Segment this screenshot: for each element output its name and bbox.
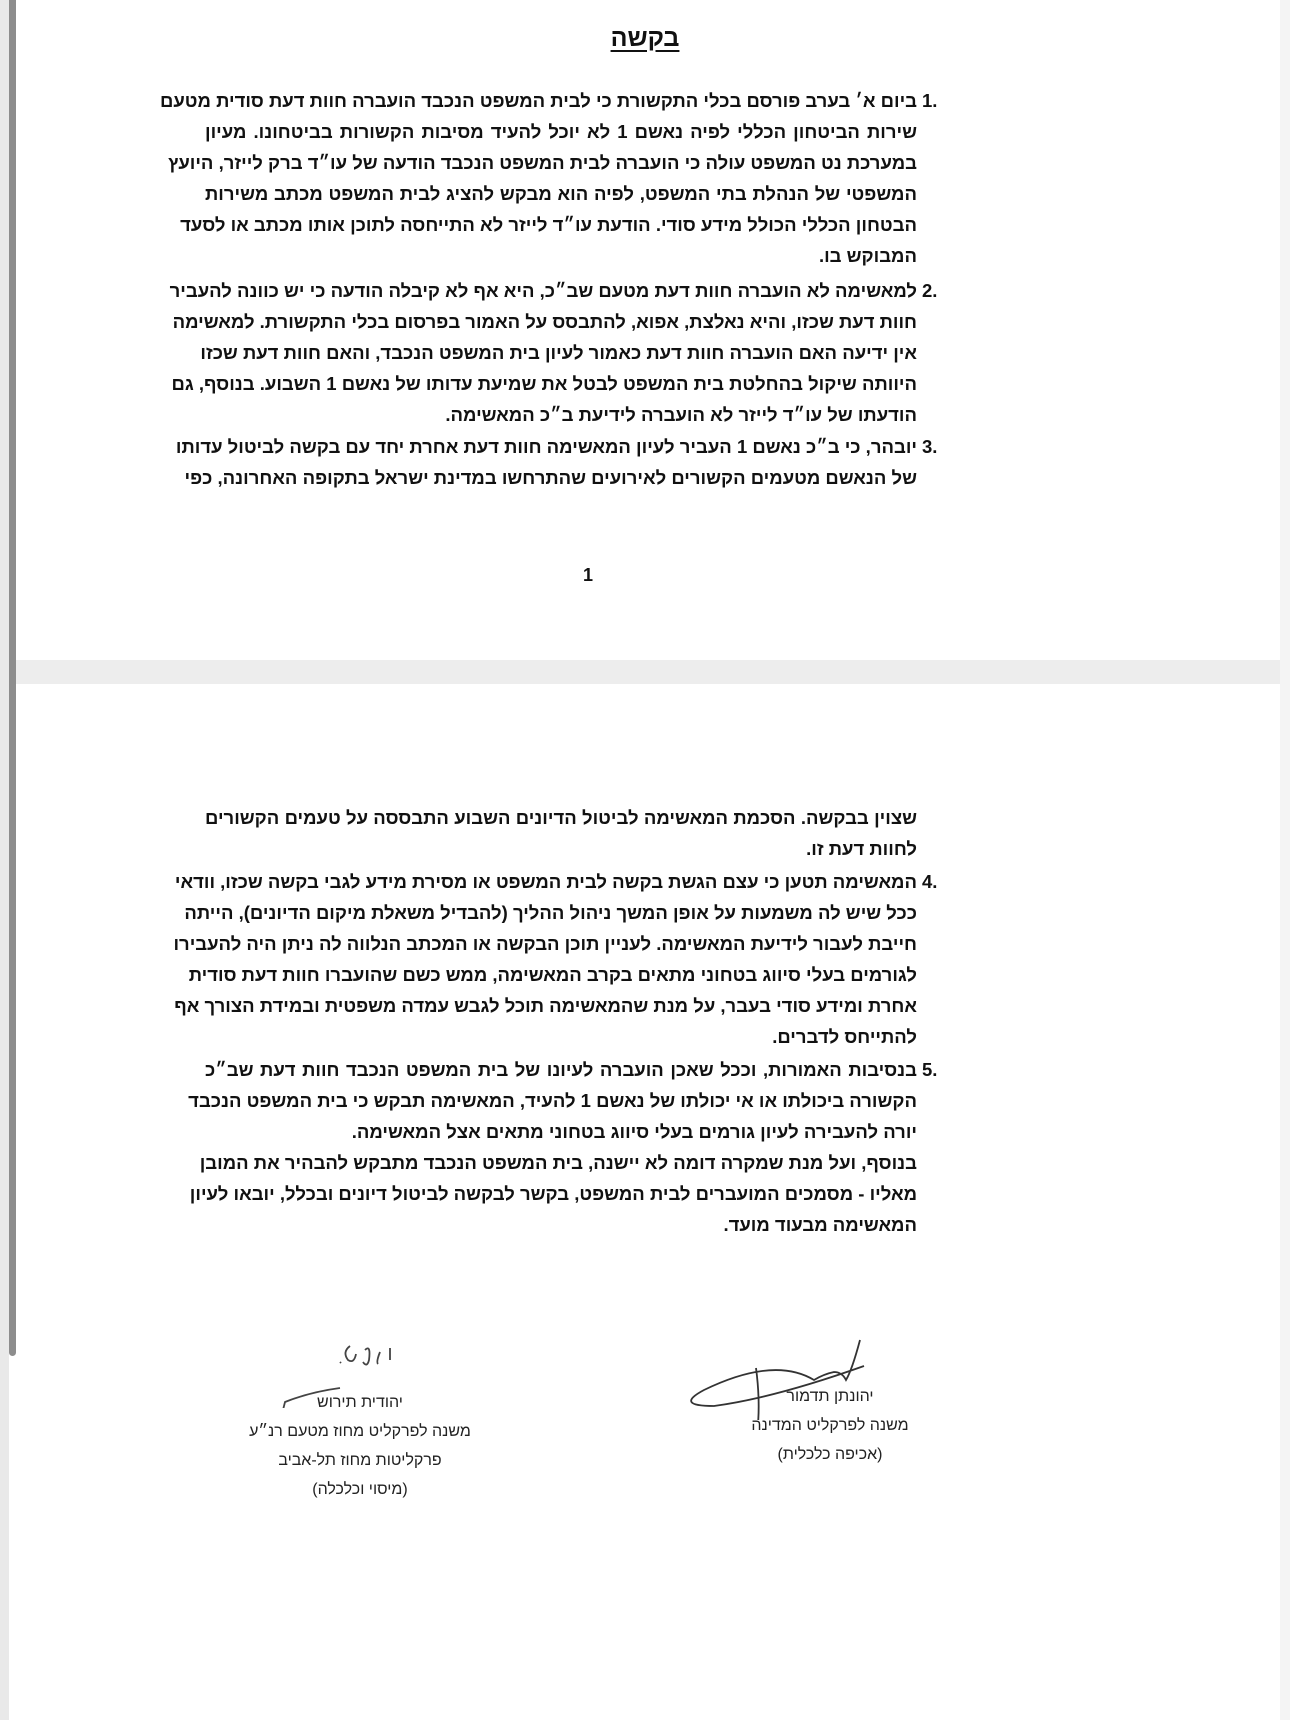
text-line: המאשימה תטען כי עצם הגשת בקשה לבית המשפט או מסירת מידע לגבי בקשה שכזו, וודאי: [174, 871, 917, 892]
text-line: המאשימה מבעוד מועד.: [723, 1214, 917, 1235]
paragraph-text: [175, 431, 917, 493]
page-number: 1: [582, 565, 593, 585]
vertical-scrollbar[interactable]: [9, 0, 16, 1356]
text-line: בנסיבות האמורות, וככל שאכן הועברה לעיונו של בית המשפט הנכבד חוות דעת שב״כ: [205, 1059, 917, 1080]
text-line: חייבת לעבור לידיעת המאשימה. לעניין תוכן הבקשה או המכתב הנלווה לה ניתן היה להעבירו: [173, 933, 917, 954]
page-separator: [16, 660, 1290, 684]
paragraph-number: 2.: [922, 280, 938, 301]
text-line: לחוות דעת זו.: [806, 838, 917, 859]
signer-name: יהודית תירוש: [317, 1394, 403, 1411]
signature-block-left: [230, 1388, 490, 1504]
signer-office: פרקליטות מחוז תל-אביב: [278, 1452, 442, 1469]
text-line: המבוקש בו.: [818, 245, 917, 266]
signer-title: משנה לפרקליט מחוז מטעם רנ״ע: [249, 1423, 471, 1440]
paragraph-text: [205, 802, 917, 864]
viewer-right-edge: [1280, 0, 1290, 1720]
text-line: לגורמים בעלי סיווג בטחוני מתאים בקרב המאשימה, ממש כשם שהועברו חוות דעת סודית: [188, 964, 917, 985]
paragraph-number: 4.: [922, 871, 938, 892]
paragraph-text: [189, 1147, 917, 1240]
text-line: היוותה שיקול בהחלטת בית המשפט לבטל את שמיעת עדותו של נאשם 1 השבוע. בנוסף, גם: [171, 373, 917, 394]
text-line: הודעתו של עו״ד לייזר לא הועברה לידיעת ב״כ המאשימה.: [445, 404, 917, 425]
text-segment: יובהר, כי ב״כ נאשם 1 העביר לעיון המאשימה חוות דעת: [458, 436, 917, 457]
text-line: ביום א׳ בערב פורסם בכלי התקשורת כי לבית המשפט הנכבד הועברה חוות דעת סודית מטעם: [160, 90, 917, 111]
text-line: הבטחון הכללי הכולל מידע סודי. הודעת עו״ד לייזר לא התייחסה לתוכן אותו מכתב או לסעד: [180, 214, 917, 235]
paragraph-number: 3.: [922, 436, 938, 457]
text-line: שירות הביטחון הכללי לפיה נאשם 1 לא יוכל להעיד מסיבות הקשורות בביטחונו. מעיון: [205, 121, 917, 142]
text-line: אחרת ומידע סודי בעבר, על מנת שהמאשימה תוכל לגבש עמדה משפטית ובמידת הצורך אף: [174, 995, 917, 1016]
text-line: יורה להעבירה לעיון גורמים בעלי סיווג בטחוני מתאים אצל המאשימה.: [351, 1121, 917, 1142]
text-line: מאליו - מסמכים המועברים לבית המשפט, בקשר לבקשה לביטול דיונים ובכלל, יובאו לעיון: [189, 1183, 917, 1204]
paragraph-text: [173, 866, 917, 1052]
text-line: של הנאשם מטעמים הקשורים לאירועים שהתרחשו במדינת ישראל בתקופה האחרונה, כפי: [184, 467, 917, 488]
text-line: במערכת נט המשפט עולה כי הועברה לבית המשפט הנכבד הודעה של עו״ד ברק לייזר, היועץ: [168, 152, 917, 173]
text-line: בנוסף, ועל מנת שמקרה דומה לא יישנה, בית המשפט הנכבד מתבקש להבהיר את המובן: [199, 1152, 917, 1173]
text-line: [175, 431, 917, 462]
text-line: הקשורה ביכולתו או אי יכולתו של נאשם 1 להעיד, המאשימה תבקש כי בית המשפט הנכבד: [188, 1090, 917, 1111]
emphasized-text: אחרת: [409, 436, 459, 457]
text-line: המשפטי של הנהלת בתי המשפט, לפיה הוא מבקש להציג לבית המשפט מכתב משירות: [205, 183, 917, 204]
text-line: חוות דעת שכזו, והיא נאלצת, אפוא, להתבסס על האמור בפרסום בכלי התקשורת. למאשימה: [172, 311, 917, 332]
signer-department: (מיסוי וכלכלה): [312, 1481, 408, 1498]
paragraph-text: [169, 275, 917, 430]
signer-title: משנה לפרקליט המדינה: [751, 1417, 909, 1434]
paragraph-text: [160, 85, 917, 271]
signature-block-right: [700, 1382, 960, 1469]
paragraph-text: [188, 1054, 917, 1147]
paragraph-number: 5.: [922, 1059, 938, 1080]
text-line: להתייחס לדברים.: [772, 1026, 917, 1047]
text-segment: יחד עם בקשה לביטול עדותו: [175, 436, 410, 457]
text-line: אין ידיעה האם הועברה חוות דעת כאמור לעיון בית המשפט הנכבד, והאם חוות דעת שכזו: [200, 342, 917, 363]
handwritten-signature-left: [270, 1328, 430, 1408]
text-line: למאשימה לא הועברה חוות דעת מטעם שב״כ, היא אף לא קיבלה הודעה כי יש כוונה להעביר: [169, 280, 917, 301]
viewer-left-edge: [0, 0, 9, 1720]
paragraph-number: 1.: [922, 90, 938, 111]
signer-department: (אכיפה כלכלית): [777, 1446, 883, 1463]
document-title: בקשה: [610, 24, 680, 52]
text-line: ככל שיש לה משמעות על אופן המשך ניהול ההליך (להבדיל משאלת מיקום הדיונים), הייתה: [184, 902, 917, 923]
handwritten-signature-right: [660, 1330, 900, 1420]
text-line: שצוין בבקשה. הסכמת המאשימה לביטול הדיונים השבוע התבססה על טעמים הקשורים: [205, 807, 917, 828]
signer-name: יהונתן תדמור: [786, 1388, 874, 1405]
